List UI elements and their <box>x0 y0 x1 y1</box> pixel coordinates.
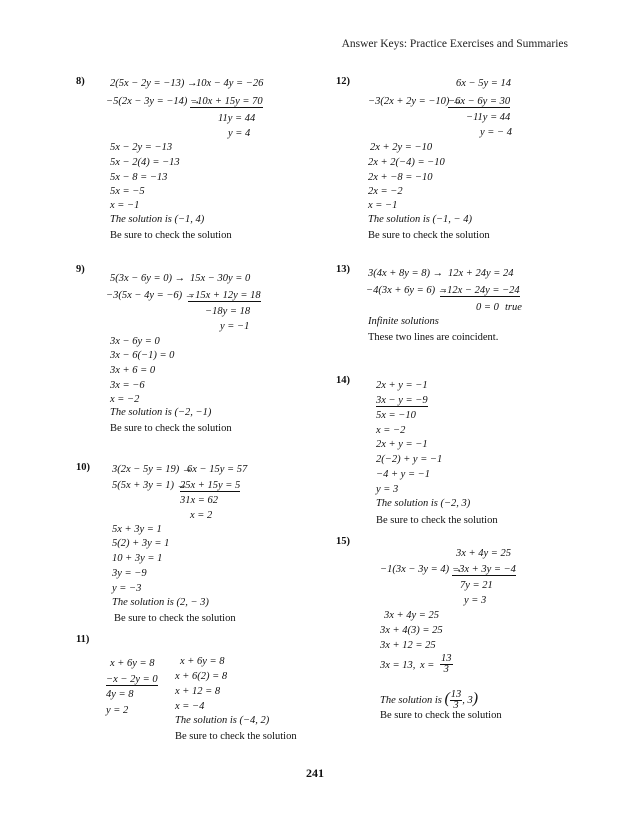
equation: 3x = −6 <box>110 380 145 391</box>
equation: −3x + 3y = −4 <box>452 564 516 575</box>
problem-number: 14) <box>336 375 350 386</box>
solution: The solution is (−2, −1) <box>110 407 212 418</box>
equation: y = −3 <box>112 583 142 594</box>
equation: 5x + 3y = 1 <box>112 524 162 535</box>
problem-number: 12) <box>336 76 350 87</box>
equation: 3y = −9 <box>112 568 147 579</box>
equation: x + 12 = 8 <box>175 686 221 697</box>
equation: y = −1 <box>220 321 250 332</box>
equation: 10x − 4y = −26 <box>196 78 264 89</box>
equation: −5(2x − 3y = −14) → <box>106 96 201 107</box>
equation: 6x − 5y = 14 <box>456 78 511 89</box>
equation: 2(5x − 2y = −13) → <box>110 78 198 89</box>
check-note: Be sure to check the solution <box>110 230 232 241</box>
equation: 5x − 2y = −13 <box>110 142 173 153</box>
check-note: Be sure to check the solution <box>175 731 297 742</box>
infinite-solutions: Infinite solutions <box>368 316 439 327</box>
equation: −12x − 24y = −24 <box>440 285 520 296</box>
equation: x + 6(2) = 8 <box>175 671 228 682</box>
equation: −15x + 12y = 18 <box>188 290 261 301</box>
solution: The solution is (2, − 3) <box>112 597 209 608</box>
solution: The solution is (−1, − 4) <box>368 214 473 225</box>
equation: −18y = 18 <box>205 306 251 317</box>
equation: y = 3 <box>376 484 399 495</box>
page-header: Answer Keys: Practice Exercises and Summaries <box>341 38 568 50</box>
page-number: 241 <box>306 766 324 780</box>
equation: x = −2 <box>110 394 140 405</box>
solution <box>380 690 478 711</box>
fraction-denominator: 3 <box>453 700 459 712</box>
fraction-denominator: 3 <box>443 664 449 675</box>
check-note: Be sure to check the solution <box>110 423 232 434</box>
equation: 3(4x + 8y = 8) → <box>368 268 444 279</box>
equation: −4 + y = −1 <box>376 469 431 480</box>
equation: 2(−2) + y = −1 <box>376 454 443 465</box>
fraction-numerator: 13 <box>441 653 452 664</box>
equation: 25x + 15y = 5 <box>180 480 241 491</box>
equation: 3x + 4y = 25 <box>456 548 511 559</box>
problem-number: 8) <box>76 76 85 87</box>
equation: x = −1 <box>368 200 398 211</box>
equation: 5x − 2(4) = −13 <box>110 157 180 168</box>
problem-number: 11) <box>76 634 90 645</box>
equation: −1(3x − 3y = 4) → <box>380 564 463 575</box>
equation: 2x + 2(−4) = −10 <box>368 157 445 168</box>
equation: x = −1 <box>110 200 140 211</box>
equation: −3(2x + 2y = −10) → <box>368 96 463 107</box>
true-label: true <box>505 302 522 313</box>
equation: 3x + 4y = 25 <box>384 610 439 621</box>
equation: 2x = −2 <box>368 186 403 197</box>
equation: −10x + 15y = 70 <box>190 96 263 107</box>
equation: 5x = −5 <box>110 186 145 197</box>
equation: 6x − 15y = 57 <box>187 464 248 475</box>
equation: 5x − 8 = −13 <box>110 172 168 183</box>
equation: x + 6y = 8 <box>110 658 155 669</box>
equation: x = 2 <box>190 510 213 521</box>
equation: 3x + 6 = 0 <box>110 365 156 376</box>
equation: 3x + 12 = 25 <box>380 640 436 651</box>
check-note: Be sure to check the solution <box>380 710 502 721</box>
equation: 3x − y = −9 <box>376 395 428 406</box>
solution: The solution is (−4, 2) <box>175 715 270 726</box>
equation: x + 6y = 8 <box>180 656 225 667</box>
equation: 3x + 4(3) = 25 <box>380 625 443 636</box>
fraction-numerator: 13 <box>450 689 462 701</box>
equation: y = 4 <box>228 128 251 139</box>
equation: 5x = −10 <box>376 410 416 421</box>
equation: y = 2 <box>106 705 129 716</box>
solution: The solution is (−2, 3) <box>376 498 471 509</box>
solution: The solution is (−1, 4) <box>110 214 205 225</box>
equation: x = −2 <box>376 425 406 436</box>
equation: 5(3x − 6y = 0) → <box>110 273 186 284</box>
equation: −x − 2y = 0 <box>106 674 158 685</box>
check-note: Be sure to check the solution <box>114 613 236 624</box>
coincident-note: These two lines are coincident. <box>368 332 499 343</box>
equation: −4(3x + 6y = 6) → <box>366 285 449 296</box>
equation: −3(5x − 4y = −6) → <box>106 290 196 301</box>
problem-number: 9) <box>76 264 85 275</box>
equation: y = − 4 <box>480 127 512 138</box>
equation: −6x − 6y = 30 <box>448 96 511 107</box>
paren-open: ( <box>444 690 450 707</box>
problem-number: 15) <box>336 536 350 547</box>
equation: 2x + y = −1 <box>376 380 428 391</box>
equation: 7y = 21 <box>460 580 493 591</box>
fraction <box>440 654 453 675</box>
check-note: Be sure to check the solution <box>368 230 490 241</box>
equation: 3x − 6y = 0 <box>110 336 160 347</box>
equation: 2x + y = −1 <box>376 439 428 450</box>
solution-y: , 3 <box>462 695 473 706</box>
equation: 10 + 3y = 1 <box>112 553 163 564</box>
equation: 5(2) + 3y = 1 <box>112 538 170 549</box>
equation: x = <box>420 660 435 671</box>
equation: 31x = 62 <box>180 495 218 506</box>
check-note: Be sure to check the solution <box>376 515 498 526</box>
solution-label: The solution is <box>380 695 442 706</box>
equation: x = −4 <box>175 701 205 712</box>
equation: 3x = 13, <box>380 660 416 671</box>
problem-number: 13) <box>336 264 350 275</box>
equation: 2x + −8 = −10 <box>368 172 433 183</box>
equation: 0 = 0 <box>476 302 499 313</box>
equation: 12x + 24y = 24 <box>448 268 514 279</box>
equation: 15x − 30y = 0 <box>190 273 251 284</box>
equation: 2x + 2y = −10 <box>370 142 433 153</box>
problem-number: 10) <box>76 462 90 473</box>
equation: 3(2x − 5y = 19) → <box>112 464 193 475</box>
equation: y = 3 <box>464 595 487 606</box>
equation: 3x − 6(−1) = 0 <box>110 350 175 361</box>
equation: −11y = 44 <box>466 112 511 123</box>
equation: 4y = 8 <box>106 689 134 700</box>
equation: 5(5x + 3y = 1) → <box>112 480 188 491</box>
paren-close: ) <box>472 690 479 707</box>
equation: 11y = 44 <box>218 113 256 124</box>
